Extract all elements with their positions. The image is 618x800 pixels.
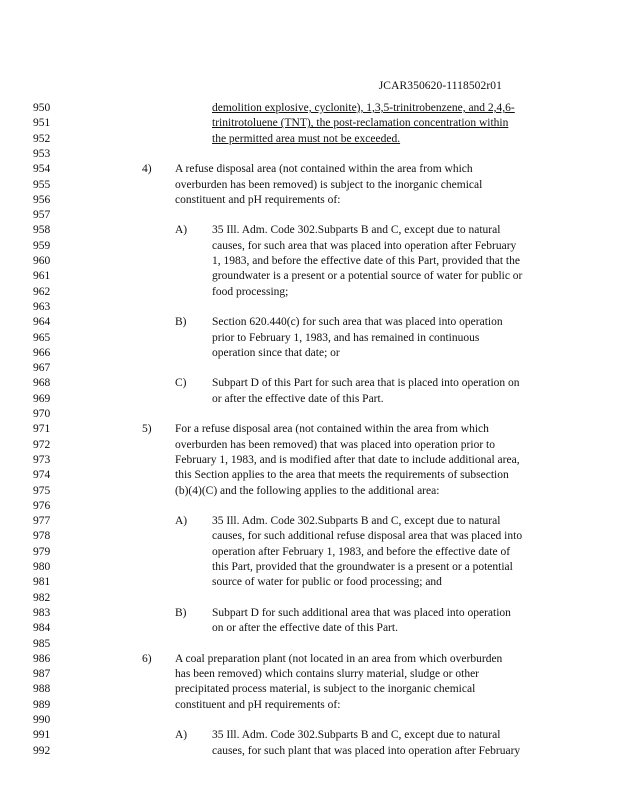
line-number: 953 — [33, 147, 51, 160]
line-text: overburden has been removed) is subject to the inorganic chemical — [175, 178, 483, 191]
line-number: 970 — [33, 408, 51, 420]
document-line — [0, 529, 618, 544]
line-number: 978 — [33, 530, 51, 543]
line-text: Section 620.440(c) for such area that was placed into operation — [212, 316, 503, 329]
line-text: 35 Ill. Adm. Code 302.Subparts B and C, except due to natural — [212, 729, 501, 742]
document-line — [0, 101, 618, 116]
document-line — [0, 239, 618, 254]
document-line — [0, 285, 618, 300]
document-line — [0, 453, 618, 468]
document-line — [0, 698, 618, 713]
line-number: 983 — [33, 606, 51, 619]
line-number: 956 — [33, 193, 51, 206]
line-number: 971 — [33, 423, 51, 436]
line-number: 950 — [33, 102, 51, 114]
document-line — [0, 331, 618, 346]
line-number: 991 — [33, 729, 51, 742]
list-marker: C) — [175, 377, 187, 390]
document-line — [0, 468, 618, 483]
line-text: prior to February 1, 1983, and has remained in continuous — [212, 331, 480, 344]
document-line — [0, 269, 618, 284]
line-text: overburden has been removed) that was placed into operation prior to — [175, 438, 495, 451]
document-line — [0, 667, 618, 682]
line-number: 958 — [33, 224, 51, 237]
line-text: (b)(4)(C) and the following applies to the additional area: — [175, 484, 440, 497]
line-text: demolition explosive, cyclonite), 1,3,5-trinitrobenzene, and 2,4,6- — [212, 102, 515, 114]
document-line — [0, 208, 618, 223]
document-line — [0, 545, 618, 560]
line-text: Subpart D of this Part for such area that is placed into operation on — [212, 377, 520, 390]
line-text: this Section applies to the area that meets the requirements of subsection — [175, 469, 509, 482]
line-number: 975 — [33, 484, 51, 497]
document-id-header: JCAR350620-1118502r01 — [378, 80, 502, 92]
line-text: A refuse disposal area (not contained within the area from which — [175, 163, 473, 176]
line-text: on or after the effective date of this Part. — [212, 622, 398, 635]
line-text: February 1, 1983, and is modified after that date to include additional area, — [175, 453, 520, 466]
document-line — [0, 132, 618, 147]
line-number: 980 — [33, 561, 51, 573]
line-text: the permitted area must not be exceeded. — [212, 132, 401, 145]
line-text: causes, for such plant that was placed into operation after February — [212, 744, 521, 757]
list-marker: A) — [175, 729, 188, 742]
line-number: 967 — [33, 362, 51, 375]
list-marker: A) — [175, 224, 188, 237]
line-text: trinitrotoluene (TNT), the post-reclamation concentration within — [212, 117, 509, 130]
document-line — [0, 591, 618, 606]
document-line — [0, 499, 618, 514]
line-text: precipitated process material, is subject to the inorganic chemical — [175, 683, 476, 696]
line-number: 972 — [33, 438, 51, 451]
document-line — [0, 728, 618, 743]
line-number: 964 — [33, 316, 51, 329]
line-number: 977 — [33, 515, 51, 528]
line-text: operation since that date; or — [212, 346, 340, 359]
line-number: 951 — [33, 117, 51, 130]
document-line — [0, 178, 618, 193]
document-line — [0, 254, 618, 269]
document-line — [0, 162, 618, 177]
line-number: 986 — [33, 652, 51, 665]
line-number: 962 — [33, 285, 51, 298]
line-number: 989 — [33, 698, 51, 711]
line-number: 960 — [33, 255, 51, 267]
line-text: Subpart D for such additional area that was placed into operation — [212, 606, 511, 619]
line-number: 954 — [33, 163, 51, 176]
document-line — [0, 484, 618, 499]
line-number: 957 — [33, 209, 51, 222]
line-text: 35 Ill. Adm. Code 302.Subparts B and C, except due to natural — [212, 515, 501, 528]
line-number: 982 — [33, 591, 51, 604]
line-number: 968 — [33, 377, 51, 390]
document-line — [0, 346, 618, 361]
document-line — [0, 407, 618, 422]
line-text: A coal preparation plant (not located in an area from which overburden — [175, 652, 503, 665]
document-line — [0, 315, 618, 330]
line-number: 976 — [33, 499, 51, 512]
line-number: 959 — [33, 239, 51, 252]
line-number: 974 — [33, 469, 51, 482]
line-number: 969 — [33, 392, 51, 405]
document-line — [0, 621, 618, 636]
line-number: 961 — [33, 270, 51, 283]
line-text: source of water for public or food processing; and — [212, 576, 442, 589]
document-line — [0, 575, 618, 590]
document-line — [0, 606, 618, 621]
list-marker: B) — [175, 606, 187, 619]
line-text: operation after February 1, 1983, and before the effective date of — [212, 545, 511, 558]
line-text: 35 Ill. Adm. Code 302.Subparts B and C, except due to natural — [212, 224, 501, 237]
line-text: food processing; — [212, 285, 289, 298]
document-line — [0, 300, 618, 315]
line-number: 952 — [33, 132, 51, 145]
document-line — [0, 682, 618, 697]
document-line — [0, 116, 618, 131]
document-line — [0, 392, 618, 407]
line-number: 955 — [33, 178, 51, 191]
document-line — [0, 438, 618, 453]
list-marker: 6) — [142, 652, 152, 665]
document-line — [0, 223, 618, 238]
line-number: 992 — [33, 744, 51, 757]
line-number: 985 — [33, 637, 51, 650]
line-number: 984 — [33, 622, 51, 635]
document-line — [0, 637, 618, 652]
line-number: 965 — [33, 331, 51, 344]
line-text: causes, for such area that was placed into operation after February — [212, 239, 517, 252]
line-text: has been removed) which contains slurry material, sludge or other — [175, 668, 480, 681]
line-text: 1, 1983, and before the effective date of this Part, provided that the — [212, 255, 520, 267]
document-line — [0, 560, 618, 575]
line-number: 966 — [33, 346, 51, 359]
line-number: 981 — [33, 576, 51, 589]
document-line — [0, 361, 618, 376]
document-line — [0, 422, 618, 437]
line-number: 987 — [33, 668, 51, 681]
line-text: groundwater is a present or a potential source of water for public or — [212, 270, 523, 283]
line-text: or after the effective date of this Part. — [212, 392, 384, 405]
line-number: 963 — [33, 300, 51, 313]
line-text: this Part, provided that the groundwater is a present or a potential — [212, 561, 513, 573]
line-text: constituent and pH requirements of: — [175, 193, 341, 206]
document-line — [0, 193, 618, 208]
line-number: 990 — [33, 714, 51, 726]
document-line — [0, 652, 618, 667]
line-number: 973 — [33, 453, 51, 466]
line-number: 988 — [33, 683, 51, 696]
document-line — [0, 147, 618, 162]
document-line — [0, 514, 618, 529]
line-text: causes, for such additional refuse disposal area that was placed into — [212, 530, 523, 543]
document-line — [0, 744, 618, 759]
list-marker: B) — [175, 316, 187, 329]
list-marker: 4) — [142, 163, 152, 176]
document-line — [0, 376, 618, 391]
document-line — [0, 713, 618, 728]
line-number: 979 — [33, 545, 51, 558]
list-marker: 5) — [142, 423, 152, 436]
line-text: For a refuse disposal area (not contained within the area from which — [175, 423, 489, 436]
line-text: constituent and pH requirements of: — [175, 698, 341, 711]
list-marker: A) — [175, 515, 188, 528]
